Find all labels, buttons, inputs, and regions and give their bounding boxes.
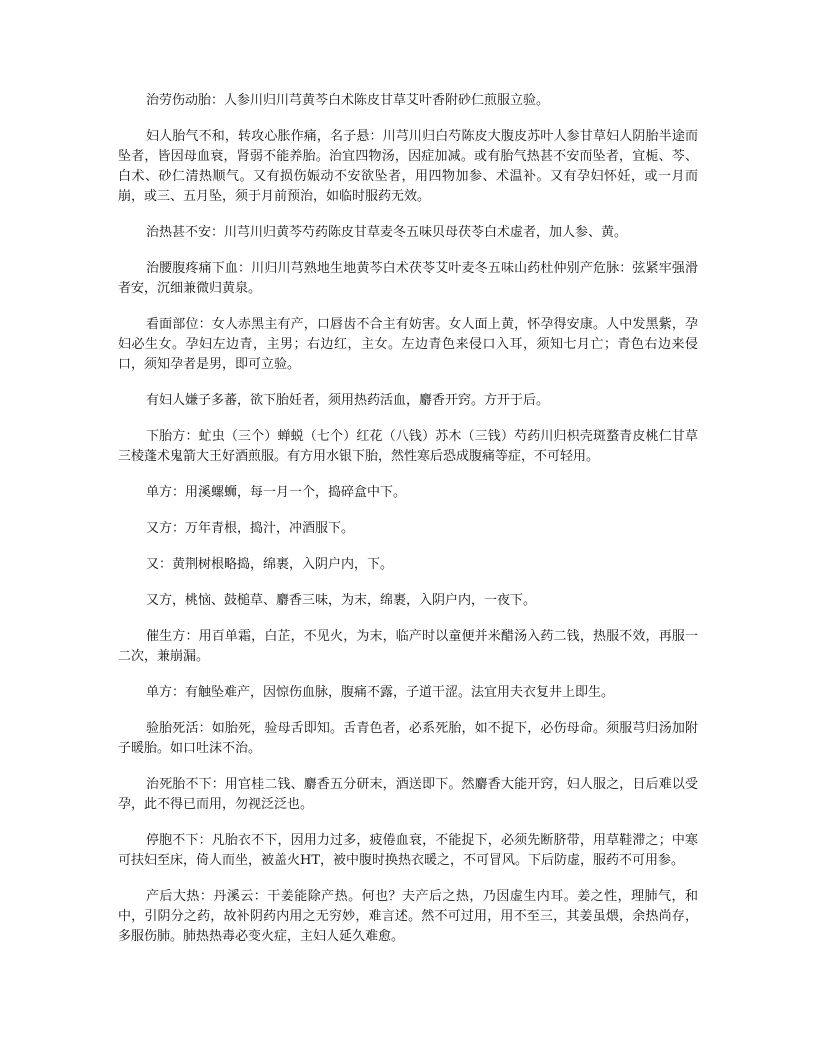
paragraph-9: 又方：万年青根，捣汁，冲酒服下。: [146, 521, 355, 536]
paragraph-17: 产后大热：丹溪云：干姜能除产热。何也？夫产后之热，乃因虚生内耳。姜之性，理肺气，和中，引阴分之药，故补阴药内用之无穷妙，难言述。然不可过用，用不至三，其姜虽煨，余热尚存，多服伤肺。肺热热毒必变火症，主妇人延久难愈。: [118, 889, 698, 944]
paragraph-2: 妇人胎气不和，转攻心胀作痛，名子悬：川芎川归白芍陈皮大腹皮苏叶人参甘草妇人阴胎半途而坠者，皆因母血衰，肾弱不能养胎。治宜四物汤，因症加减。或有胎气热甚不安而坠者，宜栀、芩、白术、砂仁清热顺气。又有损伤娠动不安欲坠者，用四物加参、术温补。又有孕妇怀妊，或一月而崩，或三、五月坠，须于月前预治，如临时服药无效。: [118, 129, 698, 204]
paragraph-12: 催生方：用百单霜，白芷，不见火，为末，临产时以童便并米醋汤入药二钱，热服不效，再服一二次，兼崩漏。: [118, 629, 698, 664]
paragraph-15: 治死胎不下：用官桂二钱、麝香五分研末，酒送即下。然麝香大能开窍，妇人服之，日后难以受孕，此不得已而用，勿视泛泛也。: [118, 777, 698, 812]
paragraph-1: 治劳伤动胎：人参川归川芎黄芩白术陈皮甘草艾叶香附砂仁煎服立验。: [146, 93, 550, 108]
paragraph-3: 治热甚不安：川芎川归黄芩芍药陈皮甘草麦冬五味贝母茯苓白术虚者，加人参、黄。: [146, 225, 628, 240]
paragraph-8: 单方：用溪螺蛳，每一月一个，捣碎盒中下。: [146, 485, 407, 500]
paragraph-14: 验胎死活：如胎死，验母舌即知。舌青色者，必系死胎，如不捉下，必伤母命。须服芎归汤加附子暖胎。如口吐沫不治。: [118, 721, 698, 756]
paragraph-16: 停胞不下：凡胎衣不下，因用力过多，疲倦血衰，不能捉下，必须先断脐带，用草鞋滞之；中寒可扶妇至床，倚人而坐，被盖火HT，被中腹时换热衣暖之，不可冒风。下后防虚，服药不可用参。: [118, 833, 698, 868]
paragraph-5: 看面部位：女人赤黑主有产，口唇齿不合主有妨害。女人面上黄，怀孕得安康。人中发黑紫，孕妇必生女。孕妇左边青，主男；右边红，主女。左边青色来侵口入耳，须知七月亡；青色右边来侵口，须知孕者是男，即可立验。: [118, 317, 698, 372]
paragraph-13: 单方：有触坠难产，因惊伤血脉，腹痛不露，子道干涩。法宜用夫衣复井上即生。: [146, 685, 615, 700]
paragraph-7: 下胎方：虻虫（三个）蝉蜕（七个）红花（八钱）苏木（三钱）芍药川归枳壳斑蝥青皮桃仁甘草三棱蓬术鬼箭大王好酒煎服。有方用水银下胎，然性寒后恐成腹痛等症，不可轻用。: [118, 429, 698, 464]
paragraph-11: 又方，桃恼、鼓槌草、麝香三味，为末，绵裹，入阴户内，一夜下。: [146, 593, 537, 608]
paragraph-4: 治腰腹疼痛下血：川归川芎熟地生地黄芩白术茯苓艾叶麦冬五味山药杜仲别产危脉：弦紧牢强滑者安，沉细兼微归黄泉。: [118, 261, 698, 296]
document-body: [118, 91, 698, 963]
paragraph-10: 又：黄荆树根略捣，绵裹，入阴户内，下。: [146, 557, 394, 572]
paragraph-6: 有妇人嫌子多蕃，欲下胎妊者，须用热药活血，麝香开窍。方开于后。: [146, 393, 550, 408]
